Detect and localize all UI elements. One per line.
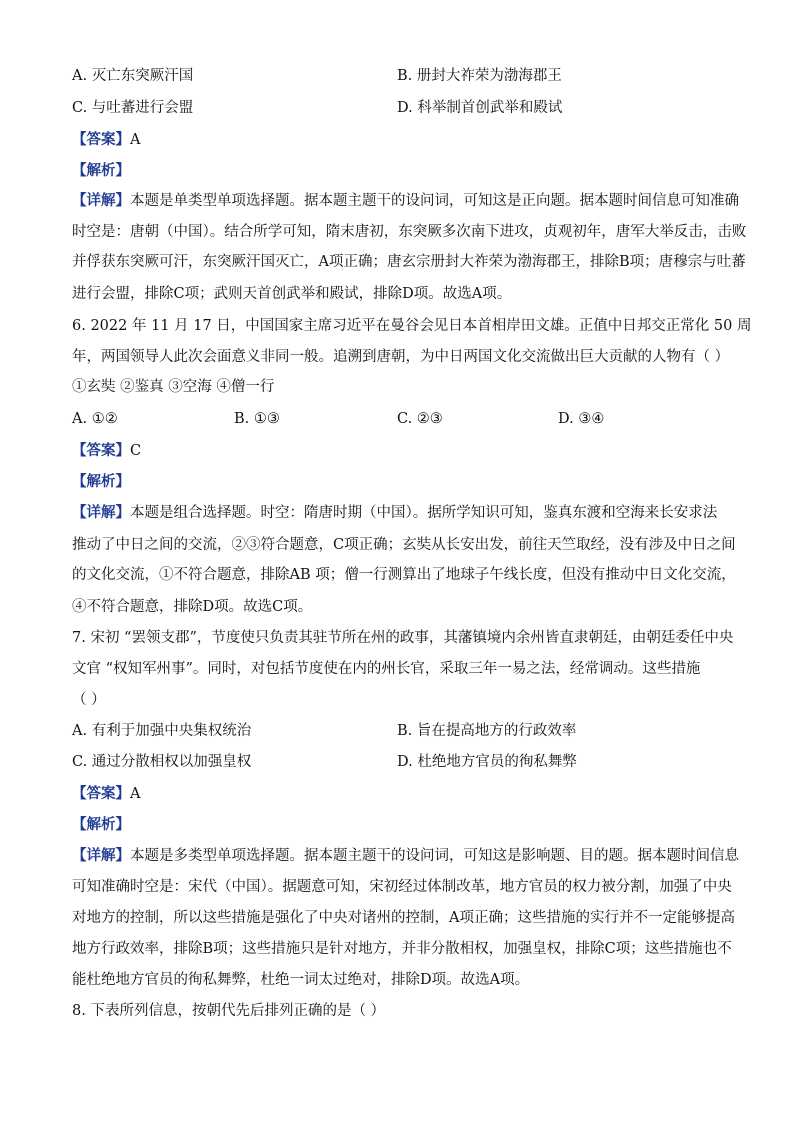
q7-stem-line-2: 文官 “权知军州事”。同时，对包括节度使在内的州长官，采取三年一易之法，经常调动。这些措施 <box>72 661 701 677</box>
q6-option-c: C. ②③ <box>397 411 443 427</box>
q5-option-a: A. 灭亡东突厥汗国 <box>72 68 194 84</box>
answer-value: C <box>130 443 142 459</box>
q6-option-b: B. ①③ <box>234 411 280 427</box>
analysis-tag: 【解析】 <box>72 162 130 179</box>
q7-detail-line-4: 地方行政效率，排除B项；这些措施只是针对地方，并非分散相权，加强皇权，排除C项；这些措施也不 <box>72 941 732 957</box>
q7-stem-line-1: 7. 宋初 “罢领支郡”，节度使只负责其驻节所在州的政事，其藩镇境内余州皆直隶朝廷，由朝廷委任中央 <box>72 630 734 646</box>
q7-option-b: B. 旨在提高地方的行政效率 <box>397 723 577 739</box>
q6-analysis-heading <box>72 472 130 492</box>
q7-analysis-heading <box>72 815 130 835</box>
q5-analysis-heading <box>72 161 130 181</box>
q5-detail-line-1 <box>72 191 739 211</box>
q6-option-a: A. ①② <box>72 411 118 427</box>
q7-option-c: C. 通过分散相权以加强皇权 <box>72 754 252 770</box>
q7-option-d: D. 杜绝地方官员的徇私舞弊 <box>397 754 577 770</box>
q6-items: ①玄奘 ②鉴真 ③空海 ④僧一行 <box>72 379 275 395</box>
q5-detail-line-2: 时空是：唐朝（中国）。结合所学可知，隋末唐初，东突厥多次南下进攻，贞观初年，唐军大举反击，击败 <box>72 224 747 240</box>
answer-tag: 【答案】 <box>72 131 130 148</box>
q7-detail-line-5: 能杜绝地方官员的徇私舞弊，杜绝一词太过绝对，排除D项。故选A项。 <box>72 972 530 988</box>
detail-tag: 【详解】 <box>72 847 130 864</box>
answer-tag: 【答案】 <box>72 442 130 459</box>
q6-detail-line-1 <box>72 503 717 523</box>
q5-answer <box>72 130 140 150</box>
q5-option-c: C. 与吐蕃进行会盟 <box>72 100 194 116</box>
q6-stem-line-2: 年，两国领导人此次会面意义非同一般。追溯到唐朝，为中日两国文化交流做出巨大贡献的人物有（ ） <box>72 349 730 365</box>
q7-stem-line-3: （ ） <box>72 692 106 708</box>
q7-detail-line-3: 对地方的控制，所以这些措施是强化了中央对诸州的控制，A项正确；这些措施的实行并不一定能够提高 <box>72 910 735 926</box>
q5-detail-line-4: 进行会盟，排除C项；武则天首创武举和殿试，排除D项。故选A项。 <box>72 286 512 302</box>
q5-option-d: D. 科举制首创武举和殿试 <box>397 100 563 116</box>
q6-option-d: D. ③④ <box>558 411 605 427</box>
q6-detail-line-3: 的文化交流，①不符合题意，排除AB 项；僧一行测算出了地球子午线长度，但没有推动中日文化交流， <box>72 567 736 583</box>
q8-stem: 8. 下表所列信息，按朝代先后排列正确的是（ ） <box>72 1003 386 1019</box>
detail-text: 本题是单类型单项选择题。据本题主题干的设问词，可知这是正向题。据本题时间信息可知准确 <box>130 193 739 209</box>
detail-tag: 【详解】 <box>72 504 130 521</box>
q5-option-b: B. 册封大祚荣为渤海郡王 <box>397 68 562 84</box>
q7-detail-line-2: 可知准确时空是：宋代（中国）。据题意可知，宋初经过体制改革，地方官员的权力被分割，加强了中央 <box>72 879 732 895</box>
detail-text: 本题是组合选择题。时空：隋唐时期（中国）。据所学知识可知，鉴真东渡和空海来长安求法 <box>130 505 718 521</box>
answer-value: A <box>130 132 141 148</box>
q7-detail-line-1 <box>72 846 739 866</box>
q5-detail-line-3: 并俘获东突厥可汗，东突厥汗国灭亡，A项正确；唐玄宗册封大祚荣为渤海郡王，排除B项；唐穆宗与吐蕃 <box>72 254 746 270</box>
answer-value: A <box>130 786 141 802</box>
detail-tag: 【详解】 <box>72 192 130 209</box>
detail-text: 本题是多类型单项选择题。据本题主题干的设问词，可知这是影响题、目的题。据本题时间信息 <box>130 848 739 864</box>
analysis-tag: 【解析】 <box>72 473 130 490</box>
q6-detail-line-4: ④不符合题意，排除D项。故选C项。 <box>72 599 313 615</box>
q6-detail-line-2: 推动了中日之间的交流，②③符合题意，C项正确；玄奘从长安出发，前往天竺取经，没有涉及中日之间 <box>72 537 736 553</box>
analysis-tag: 【解析】 <box>72 816 130 833</box>
q6-answer <box>72 441 141 461</box>
q7-option-a: A. 有利于加强中央集权统治 <box>72 723 252 739</box>
q6-stem-line-1: 6. 2022 年 11 月 17 日，中国国家主席习近平在曼谷会见日本首相岸田文雄。正值中日邦交正常化 50 周 <box>72 318 752 334</box>
answer-tag: 【答案】 <box>72 785 130 802</box>
q7-answer <box>72 784 140 804</box>
